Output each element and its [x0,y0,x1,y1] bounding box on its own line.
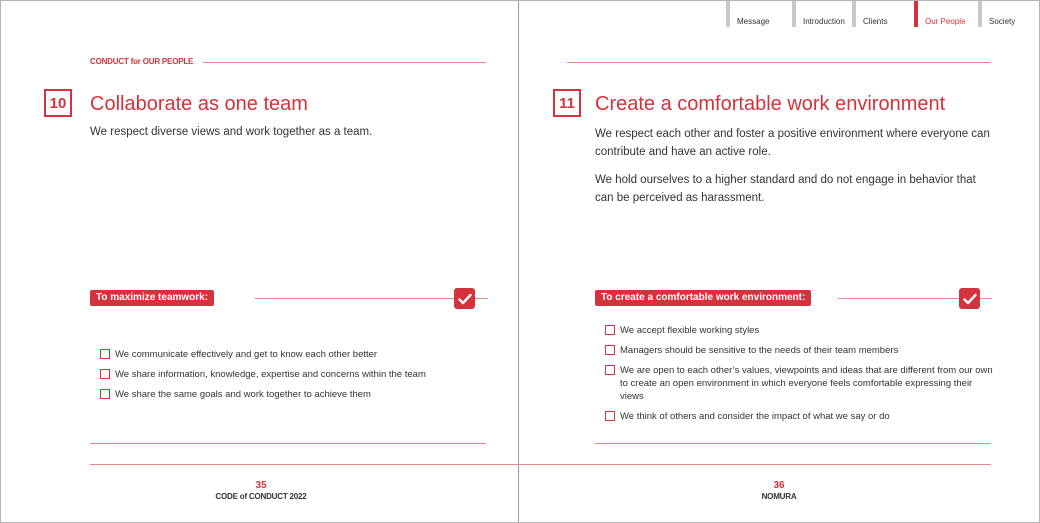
list-item [605,324,995,337]
tab-clients[interactable]: Clients [852,1,914,27]
checkbox-icon [100,389,110,399]
footer-rule-right [519,464,991,465]
nomura-logo: NOMURA [761,492,797,501]
section-nav [1,1,1040,31]
tab-message[interactable]: Message [726,1,792,27]
checkmark-icon [454,288,475,309]
band-label: To create a comfortable work environment: [595,290,811,306]
section-label-prefix: CONDUCT for [90,57,143,66]
teamwork-list [100,348,500,401]
footer-title: CODE of CONDUCT 2022 [215,492,307,501]
list-item-text: We communicate effectively and get to know each other better [115,349,378,360]
tab-society[interactable]: Society [978,1,1028,27]
list-item [605,344,995,357]
list-item [605,410,995,423]
footer-rule-left [90,464,518,465]
list-item-text: We share information, knowledge, expertise and concerns within the team [115,369,426,380]
checkbox-icon [100,369,110,379]
list-item-text: We think of others and consider the impact of what we say or do [620,411,890,422]
list-item [605,364,995,403]
list-item [100,388,500,401]
list-item-text: Managers should be sensitive to the needs of their team members [620,345,899,356]
list-item-text: We share the same goals and work together to achieve them [115,389,371,400]
checkmark-icon [959,288,980,309]
section-label [90,57,193,66]
section-label-bold: OUR PEOPLE [142,57,194,66]
section-rule-right [567,62,991,63]
checkbox-icon [605,345,615,355]
tab-introduction[interactable]: Introduction [792,1,852,27]
page-title: Collaborate as one team [90,93,308,115]
teamwork-band [90,290,490,306]
page-number-right: 36 [773,480,785,491]
page-divider [518,1,519,522]
list-item-text: We accept flexible working styles [620,325,760,336]
checkbox-icon [100,349,110,359]
list-item [100,368,500,381]
environment-band [595,290,995,306]
list-item-text: We are open to each other’s values, viewpoints and ideas that are different from our own to create an open environment in which everyone feels comfortable expressing their views [620,365,993,402]
item-number-box: 11 [553,89,581,117]
section-rule-left [203,62,486,63]
page-title: Create a comfortable work environment [595,93,946,115]
content-rule-left [90,443,486,444]
page-number-left: 35 [255,480,267,491]
band-label: To maximize teamwork: [90,290,214,306]
tab-our-people[interactable]: Our People [914,1,978,27]
list-item [100,348,500,361]
intro-paragraph: We hold ourselves to a higher standard and do not engage in behavior that can be perceived as harassment. [595,174,976,204]
checkbox-icon [605,365,615,375]
content-rule-right [595,443,991,444]
checkbox-icon [605,325,615,335]
item-number-box: 10 [44,89,72,117]
intro-paragraph: We respect each other and foster a positive environment where everyone can contribute and have an active role. [595,128,990,158]
environment-list [605,324,995,423]
checkbox-icon [605,411,615,421]
intro-paragraph: We respect diverse views and work together as a team. [90,126,373,138]
